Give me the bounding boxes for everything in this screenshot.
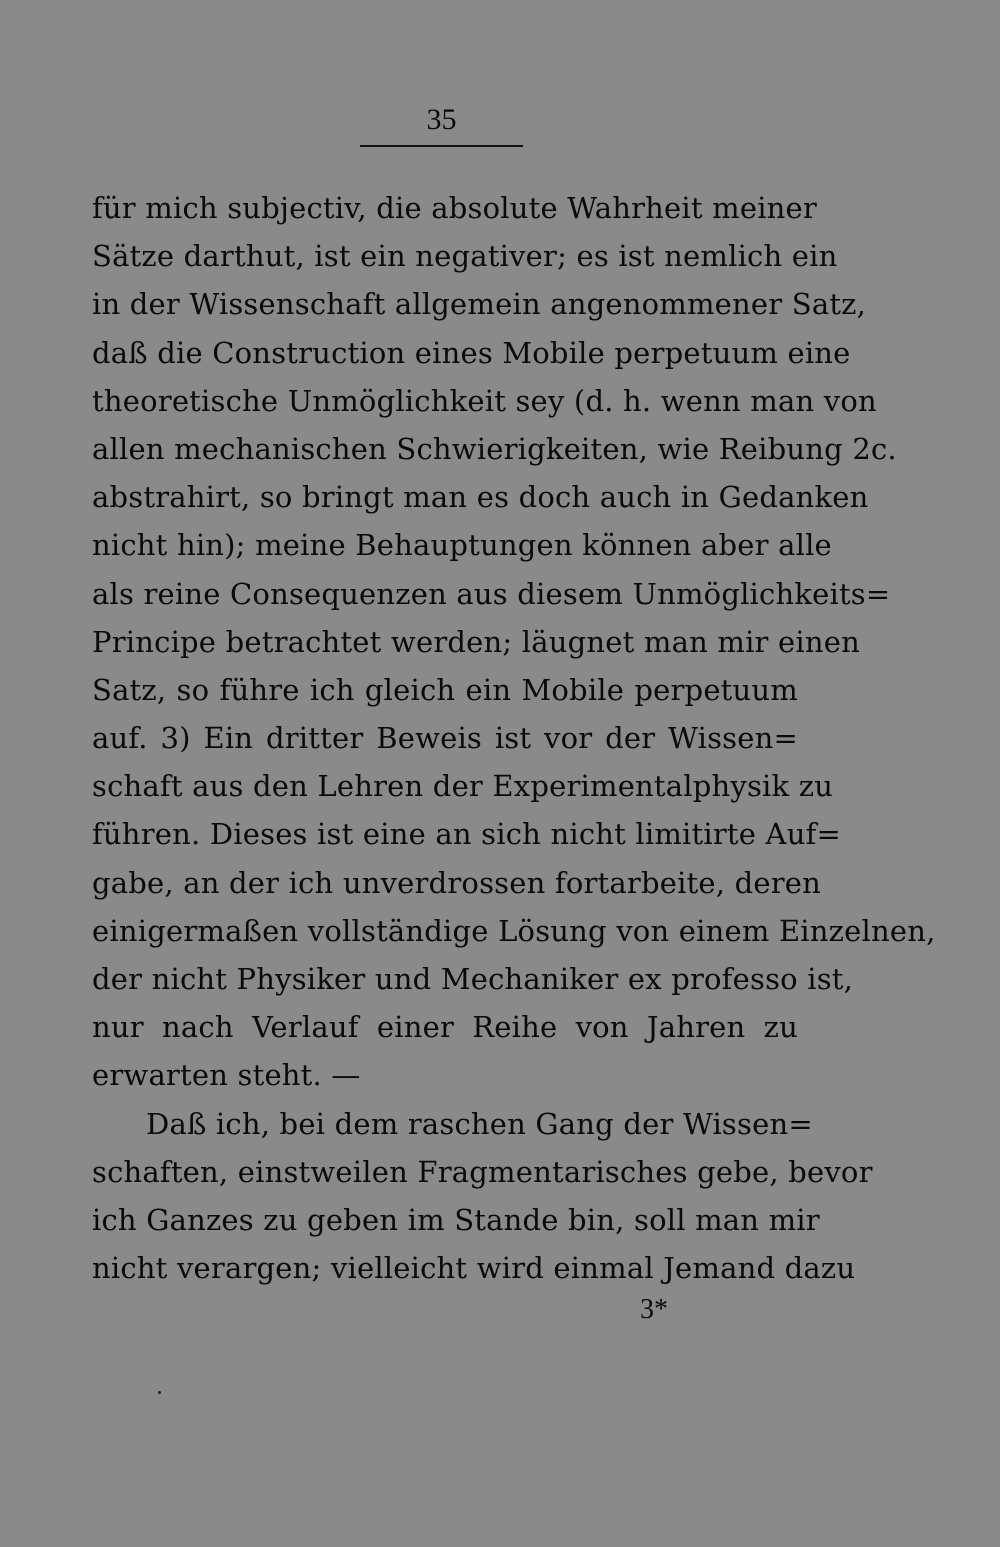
text-line: schaften, einstweilen Fragmentarisches gebe, bevor xyxy=(92,1154,873,1189)
scan-speck xyxy=(158,1391,161,1394)
text-line: nicht hin); meine Behauptungen können aber alle xyxy=(92,528,832,563)
text-line: einigermaßen vollständige Lösung von einem Einzelnen, xyxy=(92,913,936,948)
text-line: abstrahirt, so bringt man es doch auch in Gedanken xyxy=(92,480,869,515)
text-line: für mich subjectiv, die absolute Wahrheit meiner xyxy=(92,191,817,225)
text-line: Daß ich, bei dem raschen Gang der Wissen= xyxy=(146,1106,813,1141)
text-line: Sätze darthut, ist ein negativer; es ist nemlich ein xyxy=(92,239,838,274)
text-line: erwarten steht. — xyxy=(92,1058,361,1093)
text-line: schaft aus den Lehren der Experimentalphysik zu xyxy=(92,769,834,804)
signature-mark: 3* xyxy=(640,1294,668,1325)
text-line: als reine Consequenzen aus diesem Unmöglichkeits= xyxy=(92,576,891,611)
text-line: allen mechanischen Schwierigkeiten, wie Reibung 2c. xyxy=(92,431,897,466)
text-line: führen. Dieses ist eine an sich nicht limitirte Auf= xyxy=(92,817,842,852)
header-rule xyxy=(360,145,523,147)
text-line: Satz, so führe ich gleich ein Mobile perpetuum xyxy=(92,672,798,707)
text-line: in der Wissenschaft allgemein angenommener Satz, xyxy=(92,287,867,322)
page-number: 35 xyxy=(426,103,457,136)
text-line: ich Ganzes zu geben im Stande bin, soll man mir xyxy=(92,1202,820,1237)
text-line: Principe betrachtet werden; läugnet man mir einen xyxy=(92,624,860,659)
text-line: der nicht Physiker und Mechaniker ex professo ist, xyxy=(92,962,854,996)
text-line: nur nach Verlauf einer Reihe von Jahren zu xyxy=(92,1010,798,1045)
text-line: theoretische Unmöglichkeit sey (d. h. wenn man von xyxy=(92,383,877,418)
body-text xyxy=(92,184,936,1292)
text-line: daß die Construction eines Mobile perpetuum eine xyxy=(92,335,851,370)
text-line: auf. 3) Ein dritter Beweis ist vor der Wissen= xyxy=(92,721,798,756)
text-line: nicht verargen; vielleicht wird einmal Jemand dazu xyxy=(92,1251,856,1286)
text-line: gabe, an der ich unverdrossen fortarbeite, deren xyxy=(92,865,822,900)
